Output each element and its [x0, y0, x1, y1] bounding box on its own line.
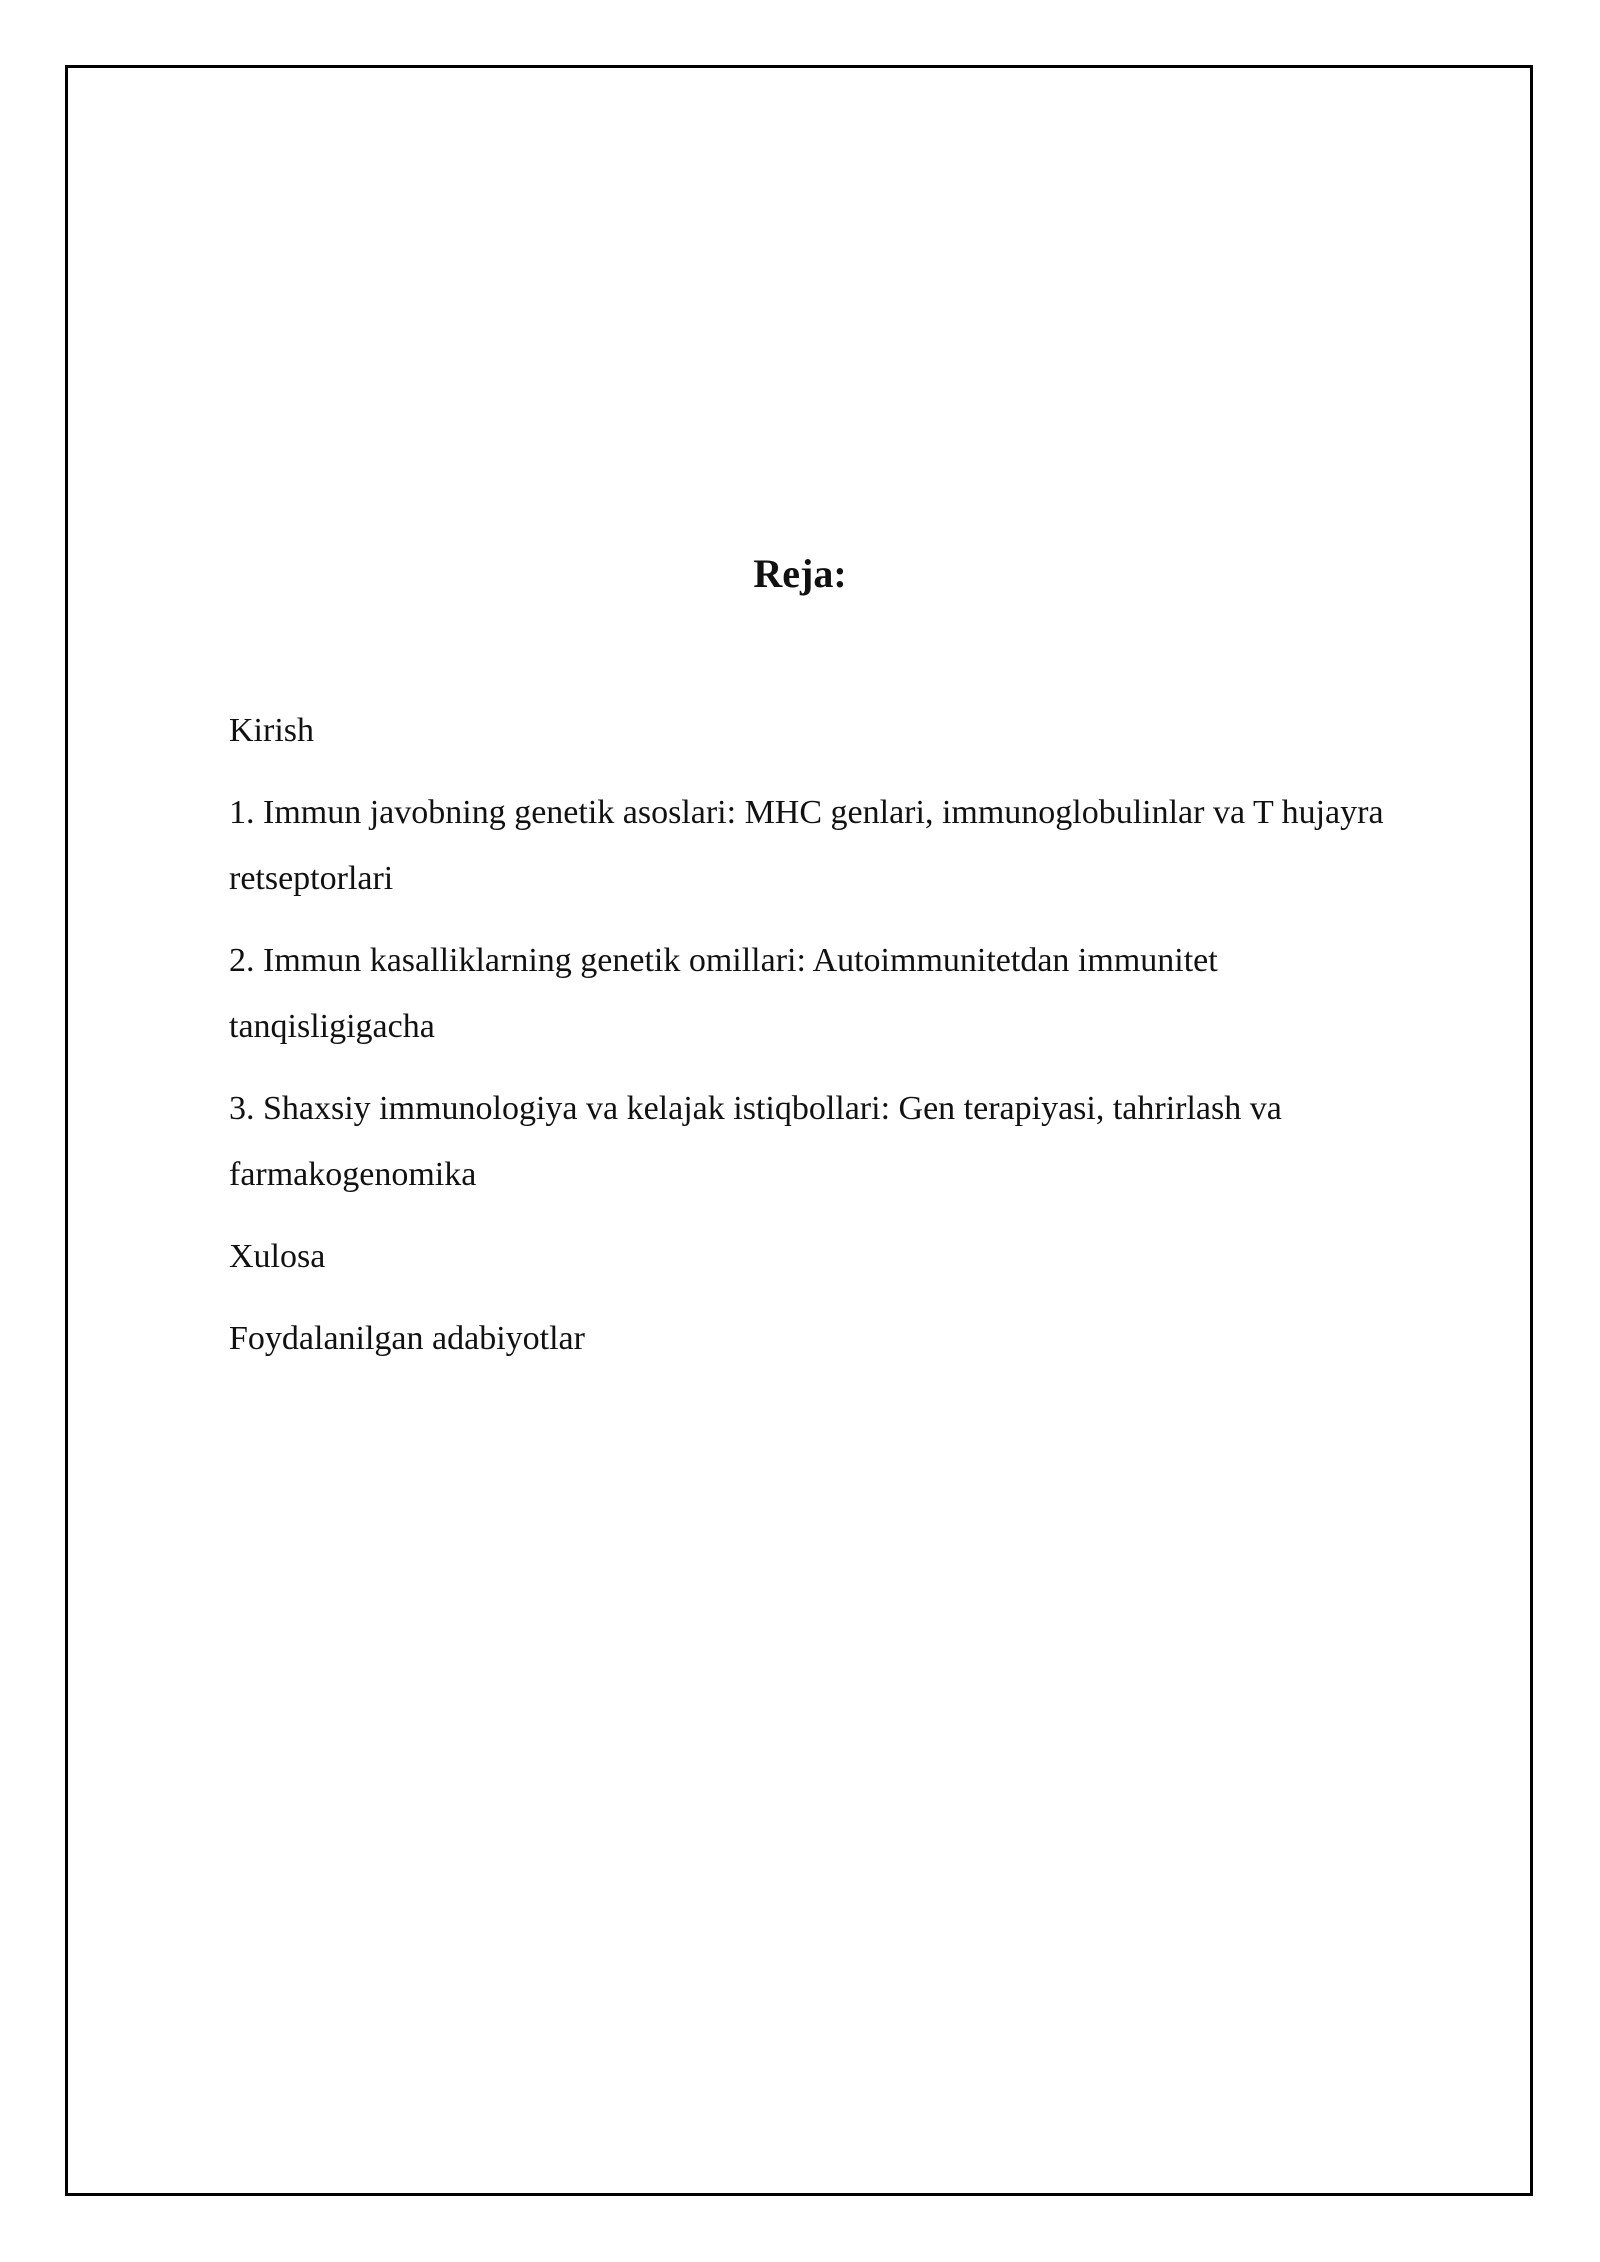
toc-item-references: Foydalanilgan adabiyotlar [229, 1320, 585, 1357]
toc-item-conclusion: Xulosa [229, 1238, 326, 1275]
table-of-contents [229, 698, 1429, 1388]
toc-item-chapter-1: 1. Immun javobning genetik asoslari: MHC genlari, immunoglobulinlar va T hujayra retseptorlari [229, 794, 1384, 897]
page-title: Reja: [753, 551, 847, 596]
toc-item-chapter-2: 2. Immun kasalliklarning genetik omillari: Autoimmunitetdan immunitet tanqisligigacha [229, 942, 1218, 1045]
toc-item-chapter-3: 3. Shaxsiy immunologiya va kelajak istiqbollari: Gen terapiyasi, tahrirlash va farmakogenomika [229, 1090, 1282, 1193]
toc-item-introduction: Kirish [229, 712, 314, 749]
